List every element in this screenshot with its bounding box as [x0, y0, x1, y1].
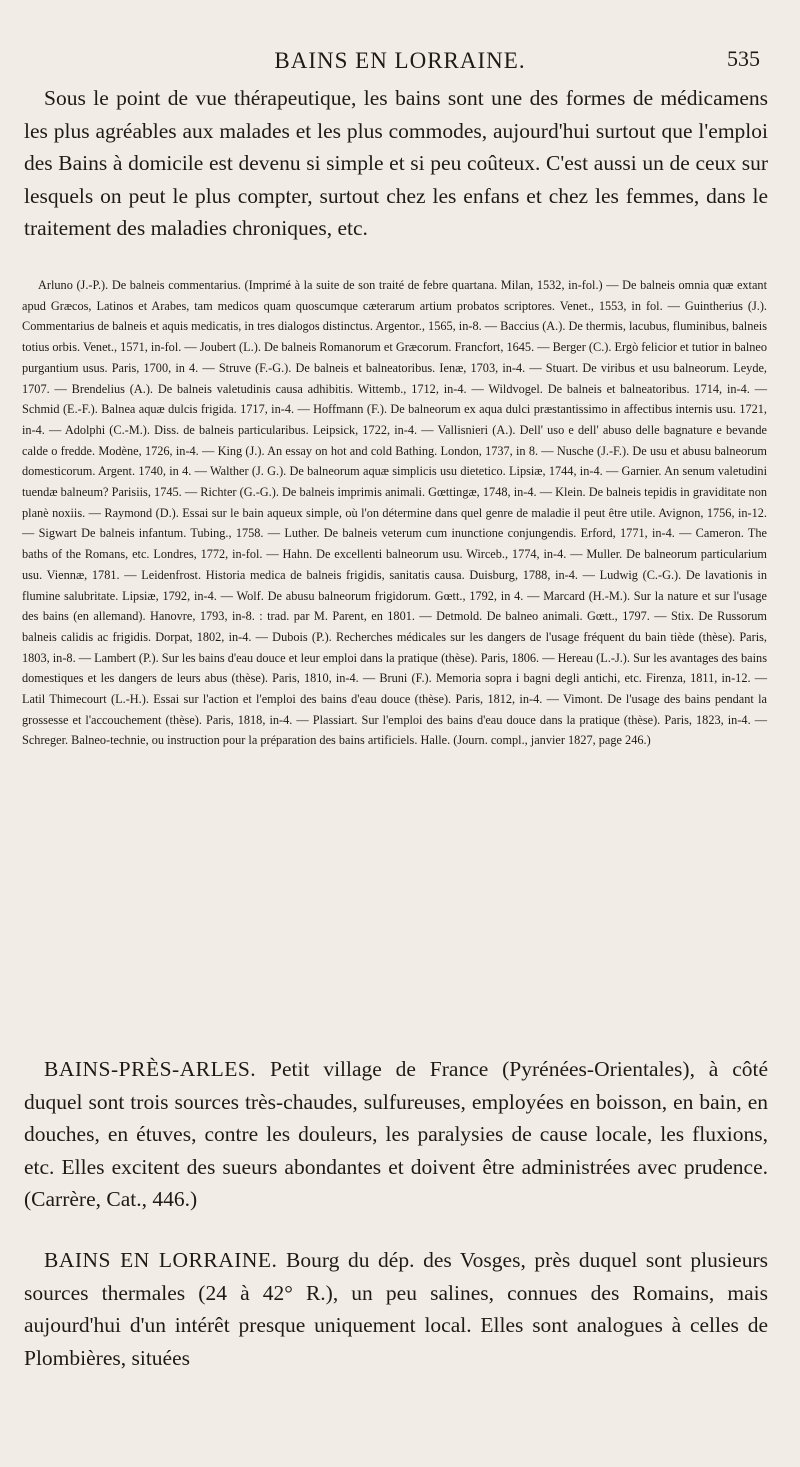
bibliography-paragraph: Arluno (J.-P.). De balneis commentarius. (Imprimé à la suite de son traité de febre quartana. Milan, 1532, in-fol.) — De balneis omnia quæ extant apud Græcos, Latinos et Arabes, tam medicos quam quoscumque cæterarum artium probatos scriptores. Venet., 1553, in fol. — Guintherius (J.). Commentarius de balneis et aquis medicatis, in tres dialogos distinctus. Argentor., 1565, in-8. — Baccius (A.). De thermis, lacubus, fluminibus, balneis totius orbis. Venet., 1571, in-fol. — Joubert (L.). De balneis Romanorum et Græcorum. Francfort, 1645. — Berger (C.). Ergò felicior et tutior in balneo purgantium usus. Paris, 1700, in 4. — Struve (F.-G.). De balneis et balneatoribus. Ienæ, 1703, in-4. — Stuart. De viribus et usu balneorum. Leyde, 1707. — Brendelius (A.). De balneis valetudinis causa adhibitis. Wittemb., 1712, in-4. — Wildvogel. De balneis et balneatoribus. 1714, in-4. — Schmid (E.-F.). Balnea aquæ dulcis frigida. 1717, in-4. — Hoffmann (F.). De balneorum ex aqua dulci præstantissimo in affectibus internis usu. 1721, in-4. — Adolphi (C.-M.). Diss. de balneis particularibus. Leipsick, 1722, in-4. — Vallisnieri (A.). Dell' uso e dell' abuso delle bagnature e bevande calde o fredde. Modène, 1726, in-4. — King (J.). An essay on hot and cold Bathing. London, 1737, in 8. — Nusche (J.-F.). De usu et abusu balneorum domesticorum. Argent. 1740, in 4. — Walther (J. G.). De balneorum aquæ simplicis usu dietetico. Lipsiæ, 1744, in-4. — Garnier. An senum valetudini tuendæ balneum? Parisiis, 1745. — Richter (G.-G.). De balneis imprimis animali. Gœttingæ, 1748, in-4. — Klein. De balneis tepidis in graviditate non planè noxiis. — Raymond (D.). Essai sur le bain aqueux simple, où l'on détermine dans quel genre de maladie il peut être utile. Avignon, 1756, in-12. — Sigwart De balneis infantum. Tubing., 1758. — Luther. De balneis veterum cum inunctione conjungendis. Erford, 1771, in-4. — Cameron. The baths of the Romans, etc. Londres, 1772, in-fol. — Hahn. De excellenti balneorum usu. Wirceb., 1774, in-4. — Muller. De balneorum particularium usu. Viennæ, 1781. — Leidenfrost. Historia medica de balneis frigidis, sanitatis causa. Duisburg, 1788, in-4. — Ludwig (C.-G.). De lavationis in flumine salubritate. Lipsiæ, 1792, in-4. — Wolf. De abusu balneorum frigidorum. Gœtt., 1792, in 4. — Marcard (H.-M.). Sur la nature et sur l'usage des bains (en allemand). Hanovre, 1793, in-8. : trad. par M. Parent, en 1801. — Detmold. De balneo animali. Gœtt., 1797. — Stix. De Russorum balneis calidis ac frigidis. Dorpat, 1802, in-4. — Dubois (P.). Recherches médicales sur les dangers de l'usage fréquent du bain tiède (thèse). Paris, 1803, in-8. — Lambert (P.). Sur les bains d'eau douce et leur emploi dans la pratique (thèse). Paris, 1806. — Hereau (L.-J.). Sur les avantages des bains domestiques et les dangers de leurs abus (thèse). Paris, 1810, in-4. — Bruni (F.). Memoria sopra i bagni degli antichi, etc. Firenza, 1811, in-12. — Latil Thimecourt (L.-H.). Essai sur l'action et l'emploi des bains d'eau douce (thèse). Paris, 1812, in-4. — Vimont. De l'usage des bains pendant la grossesse et l'accouchement (thèse). Paris, 1818, in-4. — Plassiart. Sur l'emploi des bains d'eau douce dans la pratique (thèse). Paris, 1823, in-4. — Schreger. Balneo-technie, ou instruction pour la préparation des bains artificiels. Halle. (Journ. compl., janvier 1827, page 246.) — [22, 278, 767, 748]
entry-text: Petit village de France (Pyrénées-Orientales), à côté duquel sont trois sources très-chaudes, sulfureuses, employées en boisson, en bain, en douches, en étuves, contre les douleurs, les paralysies de cause locale, les fluxions, etc. Elles excitent des sueurs abondantes et doivent être administrées avec prudence. (Carrère, Cat., 446.) — [24, 1057, 769, 1211]
intro-paragraph: Sous le point de vue thérapeutique, les bains sont une des formes de médicamens les plus agréables aux malades et les plus commodes, aujourd'hui surtout que l'emploi des Bains à domicile est devenu si simple et si peu coûteux. C'est aussi un de ceux sur lesquels on peut le plus compter, surtout chez les enfans et chez les femmes, dans le traitement des maladies chroniques, etc. — [24, 86, 768, 240]
running-title: BAINS EN LORRAINE. — [274, 48, 526, 73]
entry-bains-en-lorraine — [24, 1244, 768, 1374]
entry-text: Bourg du dép. des Vosges, près duquel sont plusieurs sources thermales (24 à 42° R.), un peu salines, connues des Romains, mais aujourd'hui d'un intérêt presque uniquement local. Elles sont analogues à celles de Plombières, situées — [24, 1248, 768, 1370]
running-header — [40, 46, 760, 78]
entry-bains-pres-arles — [24, 1053, 768, 1216]
entry-heading: BAINS EN LORRAINE. — [44, 1248, 278, 1272]
page-number: 535 — [727, 46, 760, 71]
entry-heading: BAINS-PRÈS-ARLES. — [44, 1057, 257, 1081]
